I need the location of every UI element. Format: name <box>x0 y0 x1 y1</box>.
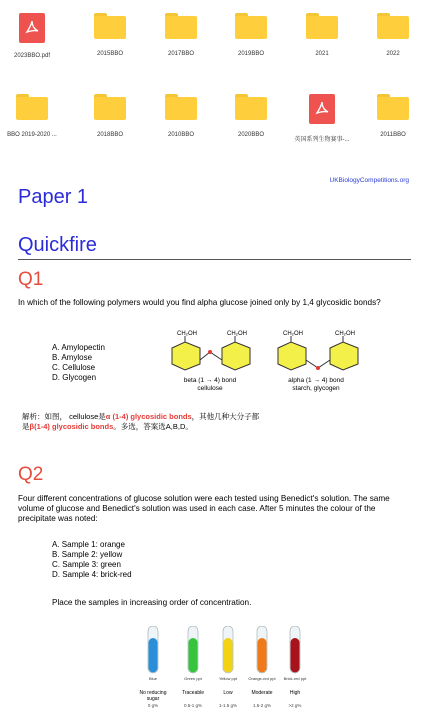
option: D. Glycogen <box>52 373 97 382</box>
concentration-range: 1-1.5 g% <box>218 703 237 708</box>
option: C. Sample 3: green <box>52 560 121 569</box>
folder-icon <box>377 13 409 39</box>
caption-line: cellulose <box>197 385 223 392</box>
tube-label: Brick-red ppt <box>283 676 307 681</box>
concentration-category: Low <box>223 690 233 696</box>
test-tube <box>148 626 158 673</box>
folder-icon <box>16 94 48 120</box>
ch2oh-label: CH₂OH <box>227 331 247 337</box>
folder-icon <box>165 13 197 39</box>
oxygen-atom <box>316 366 320 370</box>
test-tube <box>188 626 198 673</box>
tube-liquid <box>189 638 198 673</box>
question-2-options <box>52 540 132 580</box>
concentration-category: No reducing sugar <box>139 690 167 702</box>
pdf-file-item[interactable] <box>0 13 67 59</box>
ch2oh-label: CH₂OH <box>335 331 355 337</box>
file-name: 英国系列生物赛事-... <box>294 137 350 143</box>
caption-line: alpha (1 → 4) bond <box>288 377 344 384</box>
file-name: 2011BBO <box>380 132 406 138</box>
question-1-options <box>52 343 105 383</box>
file-name: 2023BBO.pdf <box>13 53 51 59</box>
concentration-range: >2 g% <box>288 703 302 708</box>
folder-item[interactable] <box>287 13 357 57</box>
ch2oh-label: CH₂OH <box>177 331 197 337</box>
answer-text: 解析：如图， cellulose是 <box>22 412 106 421</box>
glucose-diagram <box>160 330 370 380</box>
pdf-icon <box>309 94 335 124</box>
file-name: 2022 <box>386 51 400 57</box>
pdf-file-item[interactable] <box>287 94 357 143</box>
option: B. Sample 2: yellow <box>52 550 123 559</box>
question-2-instruction: Place the samples in increasing order of concentration. <box>52 598 252 607</box>
file-name: 2018BBO <box>96 132 124 138</box>
question-1-text: In which of the following polymers would you find alpha glucose joined only by 1,4 glycosidic bonds? <box>18 298 381 307</box>
test-tube <box>257 626 267 673</box>
option: C. Cellulose <box>52 363 96 372</box>
paper-title: Paper 1 <box>18 186 89 208</box>
folder-item[interactable] <box>146 13 216 57</box>
tube-label: Green ppt <box>184 676 202 681</box>
folder-item[interactable] <box>358 94 421 138</box>
file-name: 2015BBO <box>96 51 124 57</box>
folder-item[interactable] <box>358 13 421 57</box>
tube-label: Orange-red ppt <box>248 676 276 681</box>
answer-text: ，其他几种大分子都 <box>191 412 260 421</box>
caption-cellulose <box>170 377 250 393</box>
answer-text: 是 <box>22 422 30 431</box>
caption-line: beta (1 → 4) bond <box>183 377 237 384</box>
folder-item[interactable] <box>75 13 145 57</box>
section-divider <box>18 259 411 260</box>
caption-starch <box>276 377 356 393</box>
caption-line: starch, glycogen <box>292 385 340 392</box>
section-title: Quickfire <box>18 234 97 256</box>
folder-item[interactable] <box>216 13 286 57</box>
question-2-label: Q2 <box>18 464 44 485</box>
tube-label: Blue <box>148 676 157 681</box>
concentration-range: 0.5-1 g% <box>183 703 202 708</box>
tube-label: Yellow ppt <box>218 676 238 681</box>
answer-text: 。多选，答案选A,B,D。 <box>113 422 193 431</box>
folder-icon <box>377 94 409 120</box>
folder-item[interactable] <box>216 94 286 138</box>
file-name: 2021 <box>315 51 329 57</box>
file-name: 2019BBO <box>237 51 265 57</box>
folder-item[interactable] <box>0 94 67 138</box>
file-name: 2010BBO <box>167 132 195 138</box>
test-tube <box>223 626 233 673</box>
oxygen-atom <box>208 350 212 354</box>
folder-icon <box>165 94 197 120</box>
file-name: 2017BBO <box>167 51 195 57</box>
folder-icon <box>306 13 338 39</box>
tube-liquid <box>224 638 233 673</box>
folder-item[interactable] <box>75 94 145 138</box>
ch2oh-label: CH₂OH <box>283 331 303 337</box>
option: D. Sample 4: brick-red <box>52 570 132 579</box>
website-label[interactable]: UKBiologyCompetitions.org <box>329 177 409 184</box>
folder-icon <box>235 94 267 120</box>
tube-liquid <box>149 638 158 673</box>
question-2-text: Four different concentrations of glucose solution were each tested using Benedict's solution. The same volume of glucose and Benedict's solution was used in each case. After 5 minutes the colour of the precipitate was noted: <box>18 494 390 523</box>
concentration-range: 0 g% <box>147 703 159 708</box>
folder-icon <box>94 94 126 120</box>
concentration-category: High <box>289 690 301 696</box>
test-tube <box>290 626 300 673</box>
tube-liquid <box>291 638 300 673</box>
concentration-range: 1.5-2 g% <box>252 703 271 708</box>
folder-icon <box>235 13 267 39</box>
file-name: 2020BBO <box>237 132 265 138</box>
option: B. Amylose <box>52 353 93 362</box>
question-1-label: Q1 <box>18 269 44 290</box>
folder-item[interactable] <box>146 94 216 138</box>
benedict-tubes <box>135 626 325 676</box>
q1-answer <box>22 412 259 432</box>
cellulose-structure <box>172 342 358 370</box>
answer-highlight: α (1-4) glycosidic bonds <box>105 412 192 421</box>
answer-highlight: β(1-4) glycosidic bonds <box>29 422 114 431</box>
concentration-category: Traceable <box>181 690 205 696</box>
file-name: BBO 2019-2020 ... <box>7 132 57 138</box>
option: A. Sample 1: orange <box>52 540 125 549</box>
tube-liquid <box>258 638 267 673</box>
pdf-icon <box>19 13 45 43</box>
option: A. Amylopectin <box>52 343 105 352</box>
concentration-category: Moderate <box>251 690 273 696</box>
folder-icon <box>94 13 126 39</box>
